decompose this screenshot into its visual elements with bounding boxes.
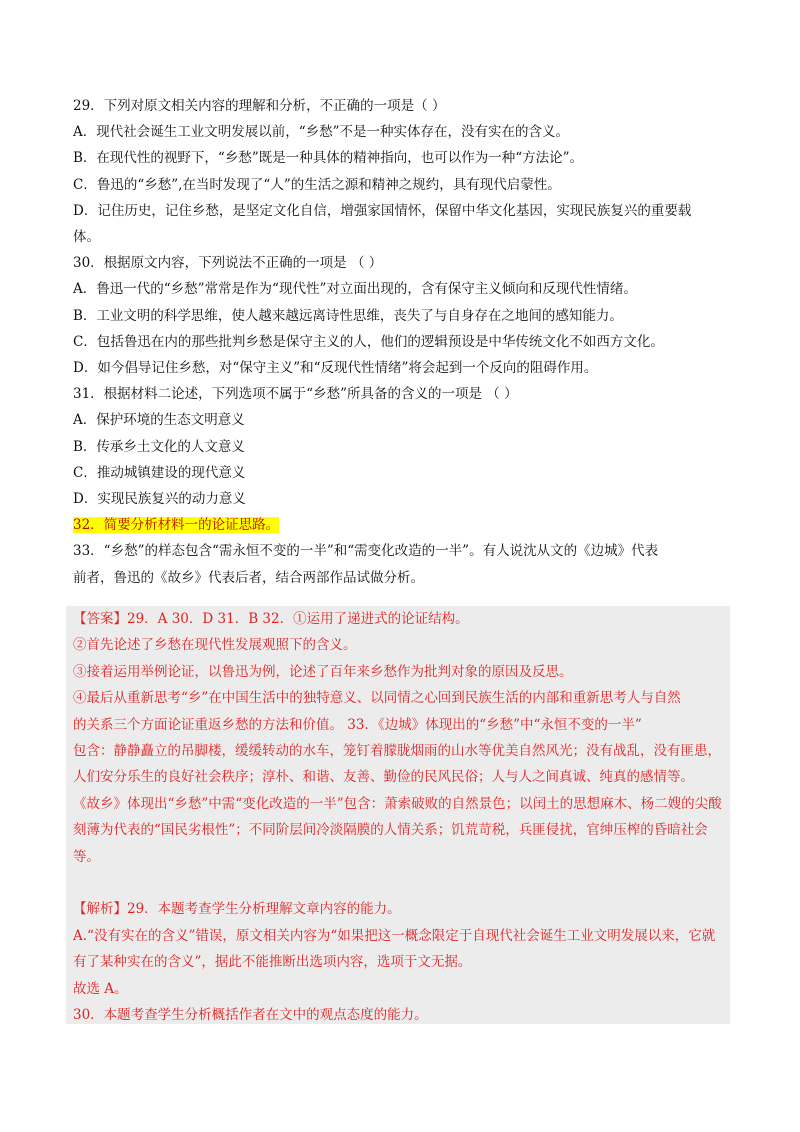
q32-highlight: 32．简要分析材料一的论证思路。 — [73, 517, 280, 534]
q32-stem — [73, 512, 733, 538]
analysis-q29-intro: 29．本题考查学生分析理解文章内容的能力。 — [127, 901, 401, 918]
q30-stem: 30．根据原文内容，下列说法不正确的一项是 （ ） — [73, 255, 383, 272]
answer-keys: 29．A 30．D 31．B 32．①运用了递进式的论证结构。 — [127, 611, 469, 627]
q29-option-b: B．在现代性的视野下，“乡愁”既是一种具体的精神指向，也可以作为一种“方法论”。 — [73, 150, 584, 167]
answer-point-2: ②首先论述了乡愁在现代性发展观照下的含义。 — [73, 637, 357, 654]
q33-line1: 33．“乡愁”的样态包含“需永恒不变的一半”和“需变化改造的一半”。有人说沈从文的《边城》代表 — [73, 543, 659, 560]
analysis-tag: 【解析】 — [73, 901, 127, 918]
analysis-q30-intro: 30．本题考查学生分析概括作者在文中的观点态度的能力。 — [73, 1007, 428, 1024]
analysis-line-1 — [73, 896, 723, 922]
q31-stem: 31．根据材料二论述，下列选项不属于“乡愁”所具备的含义的一项是 （ ） — [73, 386, 518, 403]
analysis-q29-choice: 故选 A。 — [73, 980, 128, 997]
q30-option-b: B．工业文明的科学思维，使人越来越远离诗性思维，丧失了与自身存在之地间的感知能力。 — [73, 307, 623, 324]
q30-option-a: A．鲁迅一代的“乡愁”常常是作为“现代性”对立面出现的，含有保守主义倾向和反现代性情绪。 — [73, 281, 637, 298]
q31-option-b: B．传承乡土文化的人文意义 — [73, 438, 245, 455]
questions-section — [73, 93, 733, 591]
answer-point-4-line1: ④最后从重新思考“乡”在中国生活中的独特意义、以同情之心回到民族生活的内部和重新思考人与自然 — [73, 690, 681, 707]
answer-guxiang-content: 《故乡》体现出“乡愁”中需“变化改造的一半”包含：萧索破败的自然景色；以闰土的思想麻木、杨二嫂的尖酸刻薄为代表的“国民劣根性”；不同阶层间冷淡隔膜的人情关系；饥荒苛税，兵匪侵扰，官绅压榨的昏暗社会等。 — [73, 795, 722, 865]
answer-biancheng-content: 包含：静静矗立的吊脚楼，缓缓转动的水车，笼钉着朦胧烟雨的山水等优美自然风光；没有战乱，没有匪患，人们安分乐生的良好社会秩序；淳朴、和谐、友善、勤俭的民风民俗；人与人之间真诚、纯真的感情等。 — [73, 743, 721, 786]
q29-option-d-line2: 体。 — [73, 229, 100, 246]
analysis-q29-detail: A.“没有实在的含义”错误，原文相关内容为“如果把这一概念限定于自现代社会诞生工业文明发展以来，它就有了某种实在的含义”，据此不能推断出选项内容，选项于文无据。 — [73, 927, 716, 971]
answer-tag: 【答案】 — [73, 611, 127, 627]
answer-point-3: ③接着运用举例论证，以鲁迅为例，论述了百年来乡愁作为批判对象的原因及反思。 — [73, 663, 573, 680]
q29-stem: 29．下列对原文相关内容的理解和分析，不正确的一项是（ ） — [73, 98, 446, 114]
q31-option-d: D．实现民族复兴的动力意义 — [73, 491, 246, 508]
answer-point-4-line2: 的关系三个方面论证重返乡愁的方法和价值。 33．《边城》体现出的“乡愁”中“永恒不变的一半” — [73, 716, 642, 733]
answer-keys-line — [73, 606, 723, 632]
q31-option-c: C．推动城镇建设的现代意义 — [73, 464, 246, 481]
q29-option-c: C．鲁迅的“乡愁”,在当时发现了“人”的生活之源和精神之规约，具有现代启蒙性。 — [73, 176, 561, 193]
q30-option-d: D．如今倡导记住乡愁，对“保守主义”和“反现代性情绪”将会起到一个反向的阻碍作用。 — [73, 360, 598, 377]
answer-analysis-box — [66, 606, 730, 1024]
q29-option-d-line1: D．记住历史，记住乡愁，是坚定文化自信，增强家国情怀，保留中华文化基因，实现民族复兴的重要载 — [73, 202, 692, 219]
q33-line2: 前者，鲁迅的《故乡》代表后者，结合两部作品试做分析。 — [73, 569, 424, 586]
q30-option-c: C．包括鲁迅在内的那些批判乡愁是保守主义的人，他们的逻辑预设是中华传统文化不如西方文化。 — [73, 333, 664, 350]
spacer — [73, 870, 723, 896]
answer-content — [73, 606, 723, 1028]
q31-option-a: A．保护环境的生态文明意义 — [73, 412, 245, 429]
q29-option-a: A．现代社会诞生工业文明发展以前，“乡愁”不是一种实体存在，没有实在的含义。 — [73, 124, 570, 141]
